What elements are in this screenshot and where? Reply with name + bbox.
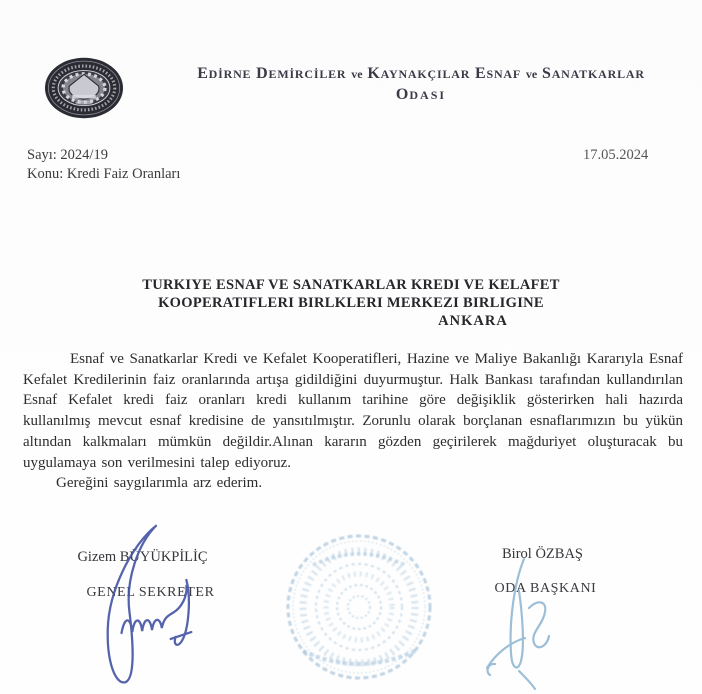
- signer-name-right: Birol ÖZBAŞ: [502, 546, 583, 562]
- letterhead-org-name: EDİRNE DEMİRCİLER ve KAYNAKÇILAR ESNAF ve SANATKARLAR: [197, 65, 645, 82]
- chamber-seal-logo-graphic: [43, 55, 125, 121]
- closing-line: Gereğini saygılarımla arz ederim.: [56, 475, 263, 492]
- letter-body: [23, 349, 683, 494]
- chamber-seal-logo: [43, 55, 125, 121]
- signer-name-left: Gizem BÜYÜKPİLİÇ: [77, 549, 208, 565]
- recipient-heading: [0, 276, 702, 330]
- round-ink-stamp: [283, 531, 435, 683]
- handwritten-signature-right: [477, 553, 572, 691]
- reference-number: Sayı: 2024/19: [27, 147, 108, 163]
- body-paragraph: Esnaf ve Sanatkarlar Kredi ve Kefalet Kooperatifleri, Hazine ve Maliye Bakanlığı Kararıyla Esnaf Kefalet Kredilerinin faiz oranlarında artışa gidildiğini duyurmuştur. Halk Bankası tarafından kullandırılan Esnaf Kefalet kredi faiz oranları kredi kullanım tarihine göre değişiklik gösterirken hali hazırda kullanılmış mevcut esnaf kredisine de yansıtılmıştır. Zorunlu olarak borçlanan esnaflarımızın bu yükün altından kalkmaları mümkün değildir.Alınan kararın gözden geçirilerek mağduriyet oluşturacak bu uygulamaya son verilmesini talep ediyoruz.: [23, 351, 683, 471]
- letterhead-org-name-line2: ODASI: [395, 86, 447, 103]
- handwritten-signature-left: [93, 519, 211, 691]
- recipient-line1: TURKIYE ESNAF VE SANATKARLAR KREDI VE KELAFET: [142, 277, 560, 293]
- document-date: 17.05.2024: [583, 147, 649, 163]
- subject-line: Konu: Kredi Faiz Oranları: [27, 166, 181, 182]
- signer-title-right: ODA BAŞKANI: [494, 581, 597, 596]
- signer-title-left: GENEL SEKRETER: [86, 585, 215, 600]
- recipient-line2: KOOPERATIFLERI BIRLKLERI MERKEZI BIRLIGINE: [158, 295, 544, 311]
- recipient-city: ANKARA: [438, 313, 508, 329]
- reference-block: [27, 146, 180, 184]
